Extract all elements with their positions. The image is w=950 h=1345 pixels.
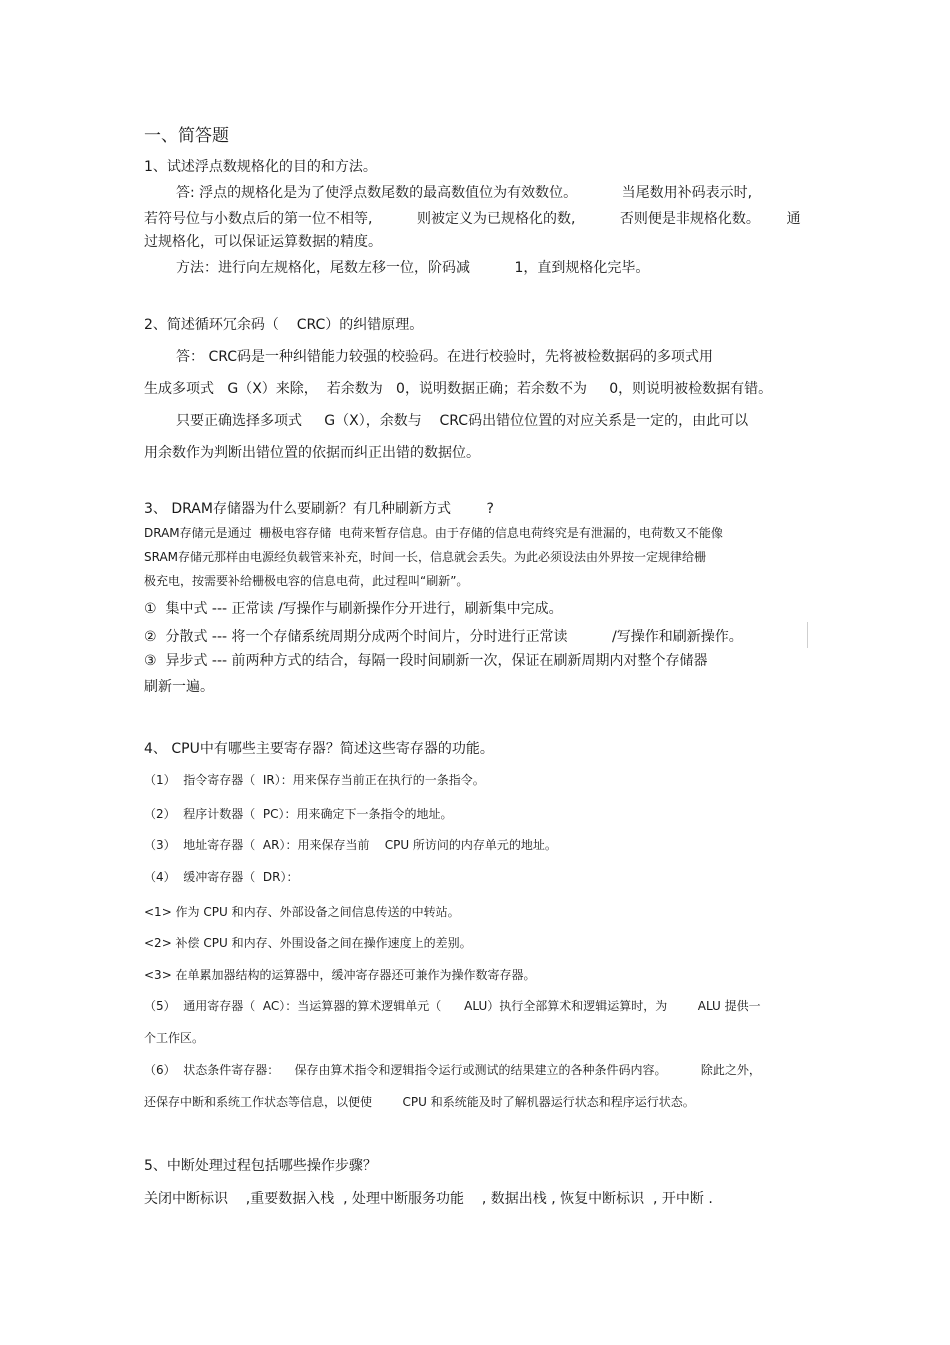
question-3-paragraph-line-1: DRAM存储元是通过 栅极电容存储 电荷来暂存信息。由于存储的信息电荷终究是有泄漏的，电荷数又不能像 xyxy=(144,526,723,540)
refresh-method-async-cont: 刷新一遍。 xyxy=(144,679,214,695)
question-3-title: 3、 DRAM存储器为什么要刷新？有几种刷新方式 ? xyxy=(144,501,494,517)
section-heading: 一、简答题 xyxy=(144,126,229,146)
register-ar: （3） 地址寄存器（ AR）：用来保存当前 CPU 所访问的内存单元的地址。 xyxy=(144,838,557,852)
register-ir: （1） 指令寄存器（ IR）：用来保存当前正在执行的一条指令。 xyxy=(144,773,485,787)
question-2-answer-line-2: 生成多项式 G（X）来除， 若余数为 0，说明数据正确；若余数不为 0，则说明被检数据有错。 xyxy=(144,381,773,397)
question-4-title: 4、 CPU中有哪些主要寄存器？简述这些寄存器的功能。 xyxy=(144,741,494,757)
question-5-answer: 关闭中断标识 ,重要数据入栈 , 处理中断服务功能 , 数据出栈 , 恢复中断标识 , 开中断 . xyxy=(144,1191,713,1207)
register-dr: （4） 缓冲寄存器（ DR）： xyxy=(144,870,299,884)
question-2-answer-line-3: 只要正确选择多项式 G（X），余数与 CRC码出错位位置的对应关系是一定的，由此可以 xyxy=(176,413,749,429)
question-1-answer-line-1: 答: 浮点的规格化是为了使浮点数尾数的最高数值位为有效数位。 当尾数用补码表示时, xyxy=(176,185,753,201)
dr-function-3: <3> 在单累加器结构的运算器中，缓冲寄存器还可兼作为操作数寄存器。 xyxy=(144,968,536,982)
register-ac: （5） 通用寄存器（ AC）：当运算器的算术逻辑单元（ ALU）执行全部算术和逻辑运算时，为 ALU 提供一 xyxy=(144,999,761,1013)
refresh-method-async: ③ 异步式 --- 前两种方式的结合，每隔一段时间刷新一次，保证在刷新周期内对整个存储器 xyxy=(144,653,708,669)
question-5-title: 5、中断处理过程包括哪些操作步骤？ xyxy=(144,1158,377,1174)
question-1-title: 1、试述浮点数规格化的目的和方法。 xyxy=(144,159,377,175)
question-3-paragraph-line-2: SRAM存储元那样由电源经负载管来补充，时间一长，信息就会丢失。为此必须设法由外界按一定规律给栅 xyxy=(144,550,707,564)
question-2-title: 2、简述循环冗余码（ CRC）的纠错原理。 xyxy=(144,317,424,333)
register-status: （6） 状态条件寄存器： 保存由算术指令和逻辑指令运行或测试的结果建立的各种条件码内容。 除此之外， xyxy=(144,1063,761,1077)
question-1-answer-line-2: 若符号位与小数点后的第一位不相等, 则被定义为已规格化的数, 否则便是非规格化数。 通 xyxy=(144,211,801,227)
dr-function-2: <2> 补偿 CPU 和内存、外围设备之间在操作速度上的差别。 xyxy=(144,936,472,950)
question-2-answer-line-1: 答： CRC码是一种纠错能力较强的校验码。在进行校验时，先将被检数据码的多项式用 xyxy=(176,349,714,365)
register-pc: （2） 程序计数器（ PC）：用来确定下一条指令的地址。 xyxy=(144,807,453,821)
question-2-answer-line-4: 用余数作为判断出错位置的依据而纠正出错的数据位。 xyxy=(144,445,480,461)
dr-function-1: <1> 作为 CPU 和内存、外部设备之间信息传送的中转站。 xyxy=(144,905,460,919)
refresh-method-distributed: ② 分散式 --- 将一个存储系统周期分成两个时间片，分时进行正常读 /写操作和刷新操作。 xyxy=(144,629,743,645)
question-1-method: 方法：进行向左规格化，尾数左移一位，阶码减 1，直到规格化完毕。 xyxy=(176,260,650,276)
register-ac-cont: 个工作区。 xyxy=(144,1031,205,1045)
question-1-answer-line-3: 过规格化，可以保证运算数据的精度。 xyxy=(144,234,382,250)
question-3-paragraph-line-3: 极充电，按需要补给栅极电容的信息电荷，此过程叫“刷新”。 xyxy=(144,574,469,588)
refresh-method-centralized: ① 集中式 --- 正常读 /写操作与刷新操作分开进行，刷新集中完成。 xyxy=(144,601,563,617)
register-status-cont: 还保存中断和系统工作状态等信息，以便使 CPU 和系统能及时了解机器运行状态和程序运行状态。 xyxy=(144,1095,695,1109)
margin-divider xyxy=(807,622,808,648)
